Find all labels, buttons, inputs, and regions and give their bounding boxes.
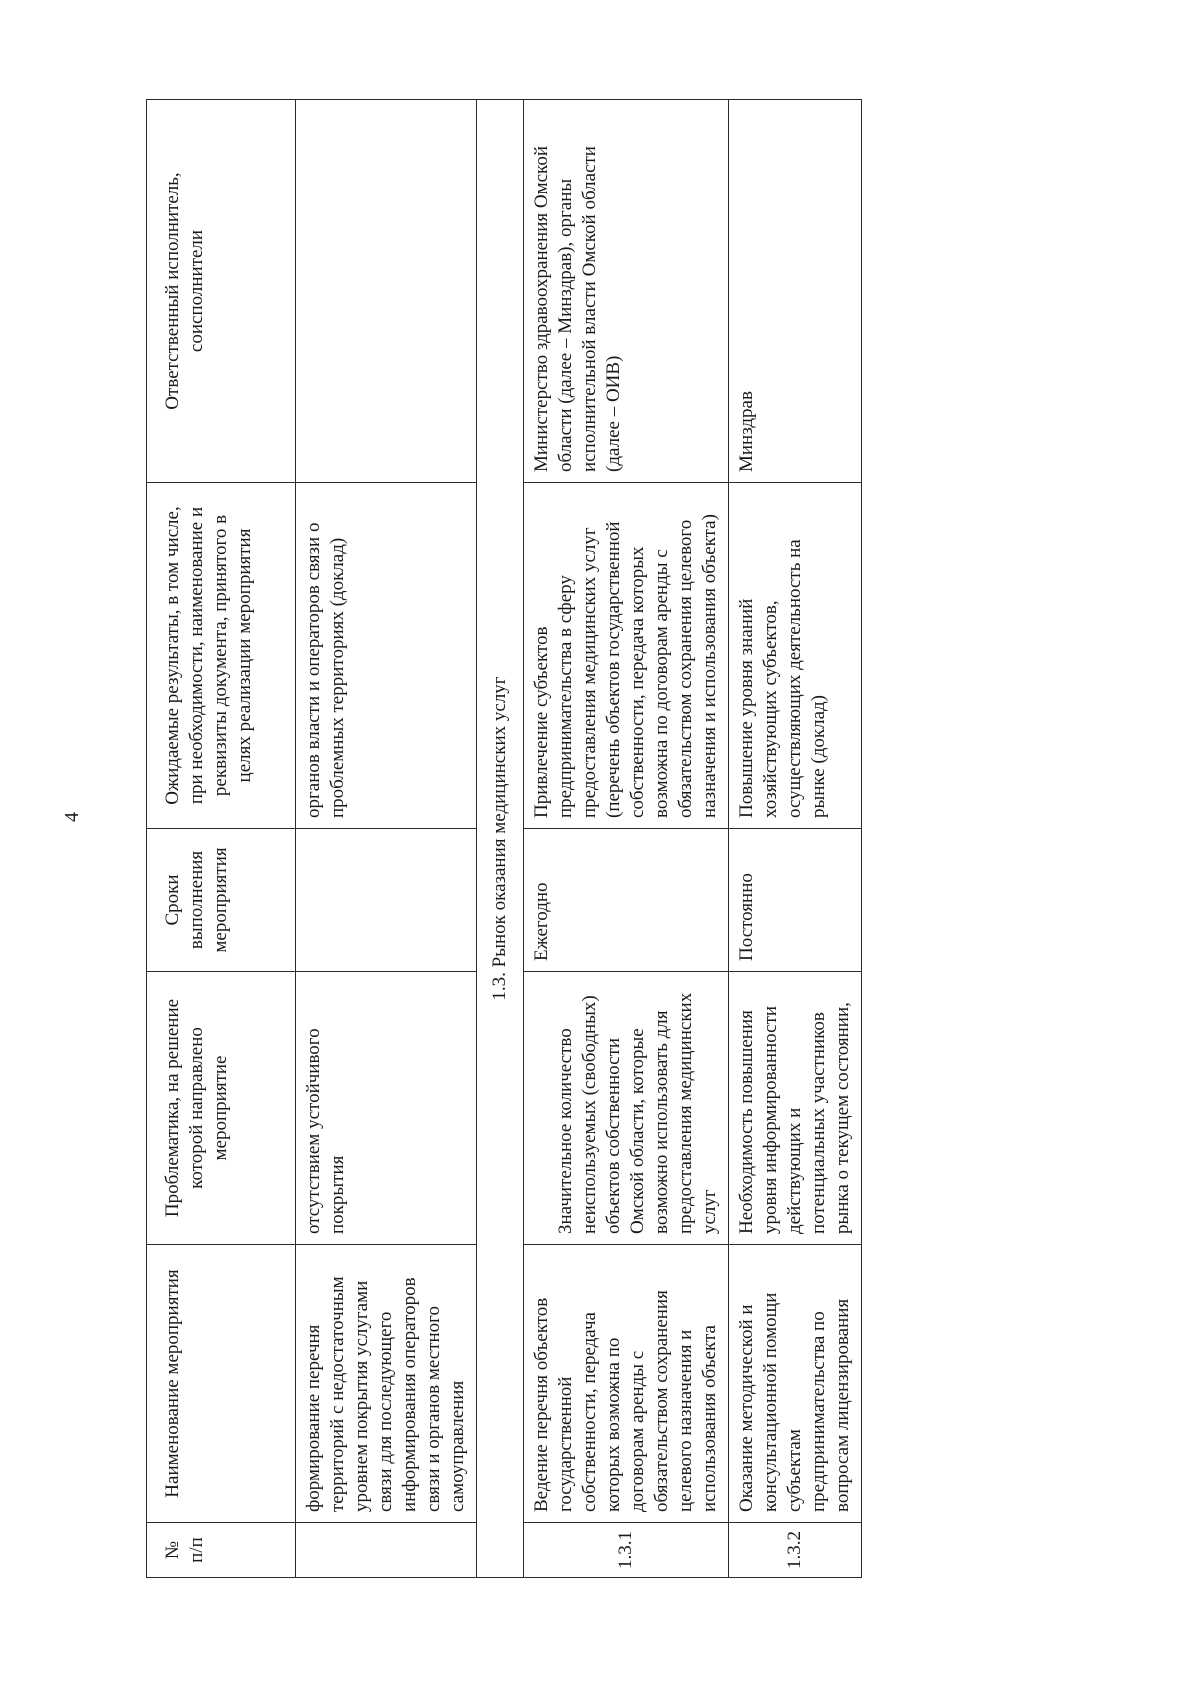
table-row — [524, 100, 729, 1578]
measures-table — [146, 99, 862, 1578]
header-name: Наименование мероприятия — [147, 1245, 296, 1523]
cell-name: формирование перечня территорий с недостаточным уровнем покрытия услугами связи для последующего информирования операторов связи и органов местного самоуправления — [296, 1245, 477, 1523]
section-title: 1.3. Рынок оказания медицинских услуг — [477, 100, 524, 1578]
cell-number: 1.3.1 — [524, 1523, 729, 1578]
rotated-page-content — [146, 100, 1046, 1578]
section-row — [477, 100, 524, 1578]
cell-name: Оказание методической и консультационной помощи субъектам предпринимательства по вопросам лицензирования — [729, 1245, 862, 1523]
cell-problem — [524, 972, 729, 1245]
cell-problem: отсутствием устойчивого покрытия — [296, 972, 477, 1245]
table-row — [296, 100, 477, 1578]
cell-problem: Необходимость повышения уровня информированности действующих и потенциальных участников рынка о текущем состоянии, — [729, 972, 862, 1245]
cell-problem-text: Значительное количество неиспользуемых (свободных) объектов собственности Омской области, которые возможно использовать для предоставления медицинских услуг — [555, 992, 720, 1234]
cell-number — [296, 1523, 477, 1578]
cell-number: 1.3.2 — [729, 1523, 862, 1578]
cell-executor — [296, 100, 477, 483]
cell-name: Ведение перечня объектов государственной собственности, передача которых возможна по договорам аренды с обязательством сохранения целевого назначения и использования объекта — [524, 1245, 729, 1523]
header-executor: Ответственный исполнитель, соисполнители — [147, 100, 296, 483]
header-number: № п/п — [147, 1523, 296, 1578]
header-deadline: Сроки выполнения мероприятия — [147, 829, 296, 972]
table-header-row — [147, 100, 296, 1578]
cell-deadline: Ежегодно — [524, 829, 729, 972]
cell-deadline: Постоянно — [729, 829, 862, 972]
cell-executor: Министерство здравоохранения Омской области (далее – Минздрав), органы исполнительной власти Омской области (далее – ОИВ) — [524, 100, 729, 483]
header-result: Ожидаемые результаты, в том числе, при необходимости, наименование и реквизиты документа, принятого в целях реализации мероприятия — [147, 483, 296, 829]
table-row — [729, 100, 862, 1578]
cell-result: органов власти и операторов связи о проблемных территориях (доклад) — [296, 483, 477, 829]
header-problem: Проблематика, на решение которой направлено мероприятие — [147, 972, 296, 1245]
cell-deadline — [296, 829, 477, 972]
page-number: 4 — [61, 812, 83, 822]
cell-result: Повышение уровня знаний хозяйствующих субъектов, осуществляющих деятельность на рынке (доклад) — [729, 483, 862, 829]
cell-result: Привлечение субъектов предпринимательства в сферу предоставления медицинских услуг (перечень объектов государственной собственности, передача которых возможна по договорам аренды с обязательством сохранения целевого назначения и использования объекта) — [524, 483, 729, 829]
cell-executor: Минздрав — [729, 100, 862, 483]
